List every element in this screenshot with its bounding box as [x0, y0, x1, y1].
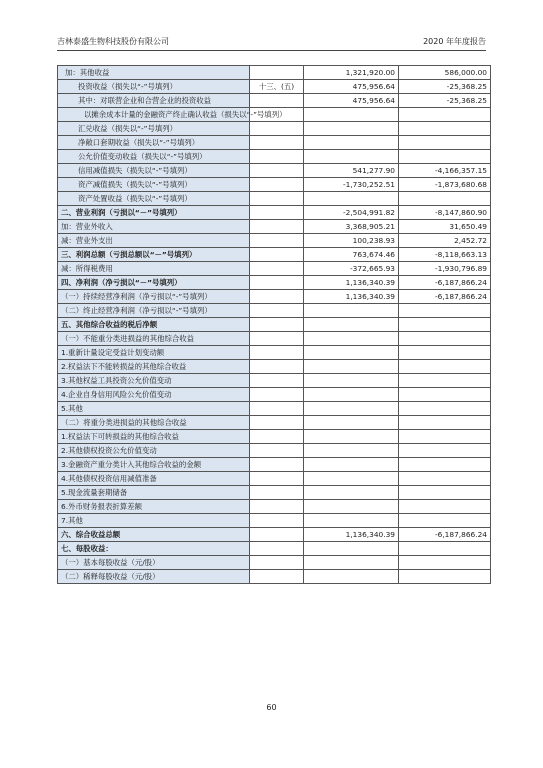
row-note [250, 290, 304, 304]
table-row [58, 388, 491, 402]
row-prior-amount [399, 486, 491, 500]
table-row [58, 402, 491, 416]
row-prior-amount [399, 122, 491, 136]
row-note [250, 416, 304, 430]
table-row [58, 542, 491, 556]
row-current-amount [304, 444, 399, 458]
row-current-amount [304, 318, 399, 332]
row-label: 信用减值损失（损失以“-”号填列） [58, 164, 250, 178]
table-row [58, 374, 491, 388]
row-label: 以摊余成本计量的金融资产终止确认收益（损失以“-”号填列） [58, 108, 250, 122]
row-prior-amount [399, 430, 491, 444]
table-row [58, 94, 491, 108]
row-label: 减：营业外支出 [58, 234, 250, 248]
row-current-amount: 1,136,340.39 [304, 276, 399, 290]
table-row [58, 472, 491, 486]
row-label: 加：其他收益 [58, 66, 250, 80]
row-note [250, 66, 304, 80]
table-row [58, 486, 491, 500]
row-current-amount: 1,321,920.00 [304, 66, 399, 80]
row-current-amount [304, 458, 399, 472]
row-note: 十三、(五) [250, 80, 304, 94]
row-prior-amount [399, 402, 491, 416]
row-note [250, 402, 304, 416]
row-note [250, 444, 304, 458]
row-prior-amount [399, 374, 491, 388]
row-note [250, 556, 304, 570]
row-current-amount [304, 542, 399, 556]
row-current-amount: -2,504,991.82 [304, 206, 399, 220]
table-row [58, 234, 491, 248]
row-prior-amount: -6,187,866.24 [399, 528, 491, 542]
row-prior-amount [399, 500, 491, 514]
row-note [250, 262, 304, 276]
row-label: 3.其他权益工具投资公允价值变动 [58, 374, 250, 388]
row-current-amount [304, 500, 399, 514]
table-row [58, 206, 491, 220]
row-note [250, 458, 304, 472]
row-current-amount [304, 192, 399, 206]
table-row [58, 276, 491, 290]
row-label: 二、营业利润（亏损以“－”号填列） [58, 206, 250, 220]
row-prior-amount [399, 150, 491, 164]
row-current-amount: 541,277.90 [304, 164, 399, 178]
table-row [58, 514, 491, 528]
table-row [58, 220, 491, 234]
row-current-amount: 763,674.46 [304, 248, 399, 262]
row-current-amount: -1,730,252.51 [304, 178, 399, 192]
row-note [250, 164, 304, 178]
row-label: 六、综合收益总额 [58, 528, 250, 542]
row-label: （一）持续经营净利润（净亏损以“-”号填列） [58, 290, 250, 304]
row-label: （一）不能重分类进损益的其他综合收益 [58, 332, 250, 346]
row-prior-amount [399, 444, 491, 458]
row-label: 2.权益法下不能转损益的其他综合收益 [58, 360, 250, 374]
row-current-amount [304, 108, 399, 122]
table-row [58, 248, 491, 262]
company-name: 吉林泰盛生物科技股份有限公司 [57, 37, 169, 46]
row-prior-amount: -4,166,357.15 [399, 164, 491, 178]
row-current-amount [304, 346, 399, 360]
row-prior-amount: -25,368.25 [399, 80, 491, 94]
row-label: （一）基本每股收益（元/股） [58, 556, 250, 570]
row-label: 5.其他 [58, 402, 250, 416]
row-label: 四、净利润（净亏损以“－”号填列） [58, 276, 250, 290]
row-prior-amount: -25,368.25 [399, 94, 491, 108]
table-row [58, 556, 491, 570]
row-label: 七、每股收益： [58, 542, 250, 556]
row-note [250, 276, 304, 290]
row-note [250, 94, 304, 108]
row-note [250, 178, 304, 192]
row-note [250, 332, 304, 346]
table-row [58, 262, 491, 276]
table-row [58, 318, 491, 332]
row-current-amount [304, 514, 399, 528]
row-current-amount [304, 486, 399, 500]
page-number: 60 [266, 703, 277, 712]
row-note [250, 528, 304, 542]
row-label: 加：营业外收入 [58, 220, 250, 234]
row-label: 减：所得税费用 [58, 262, 250, 276]
row-label: 4.其他债权投资信用减值准备 [58, 472, 250, 486]
table-row [58, 500, 491, 514]
row-prior-amount [399, 304, 491, 318]
row-note [250, 570, 304, 584]
row-current-amount [304, 402, 399, 416]
row-current-amount [304, 472, 399, 486]
row-current-amount [304, 556, 399, 570]
row-prior-amount [399, 388, 491, 402]
page-header [57, 36, 486, 51]
row-label: 三、利润总额（亏损总额以“－”号填列） [58, 248, 250, 262]
row-note [250, 360, 304, 374]
table-row [58, 416, 491, 430]
row-current-amount: 3,368,905.21 [304, 220, 399, 234]
income-statement-table [57, 65, 491, 584]
row-current-amount: 475,956.64 [304, 80, 399, 94]
row-label: 其中：对联营企业和合营企业的投资收益 [58, 94, 250, 108]
row-note [250, 248, 304, 262]
row-prior-amount: -1,930,796.89 [399, 262, 491, 276]
row-current-amount [304, 416, 399, 430]
table-row [58, 150, 491, 164]
row-current-amount [304, 136, 399, 150]
row-label: （二）稀释每股收益（元/股） [58, 570, 250, 584]
row-prior-amount [399, 570, 491, 584]
report-title: 2020 年年度报告 [423, 37, 486, 46]
table-row [58, 192, 491, 206]
row-label: 投资收益（损失以“-”号填列） [58, 80, 250, 94]
row-note [250, 346, 304, 360]
row-note [250, 192, 304, 206]
row-current-amount: 1,136,340.39 [304, 290, 399, 304]
row-prior-amount [399, 318, 491, 332]
row-label: （二）将重分类进损益的其他综合收益 [58, 416, 250, 430]
row-note [250, 318, 304, 332]
row-prior-amount: -1,873,680.68 [399, 178, 491, 192]
row-prior-amount [399, 458, 491, 472]
table-row [58, 66, 491, 80]
row-prior-amount: 31,650.49 [399, 220, 491, 234]
row-prior-amount [399, 416, 491, 430]
row-current-amount [304, 150, 399, 164]
row-note [250, 430, 304, 444]
row-current-amount [304, 570, 399, 584]
row-label: 净敞口套期收益（损失以“-”号填列） [58, 136, 250, 150]
table-row [58, 332, 491, 346]
row-note [250, 486, 304, 500]
row-current-amount [304, 304, 399, 318]
table-row [58, 570, 491, 584]
row-label: 7.其他 [58, 514, 250, 528]
row-prior-amount: -6,187,866.24 [399, 276, 491, 290]
row-label: 汇兑收益（损失以“-”号填列） [58, 122, 250, 136]
row-label: 1.权益法下可转损益的其他综合收益 [58, 430, 250, 444]
table-row [58, 122, 491, 136]
row-prior-amount: -6,187,866.24 [399, 290, 491, 304]
table-row [58, 528, 491, 542]
row-current-amount [304, 122, 399, 136]
row-note [250, 206, 304, 220]
row-current-amount: 1,136,340.39 [304, 528, 399, 542]
row-note [250, 514, 304, 528]
row-note [250, 304, 304, 318]
row-prior-amount [399, 472, 491, 486]
row-prior-amount: 586,000.00 [399, 66, 491, 80]
table-row [58, 458, 491, 472]
row-label: （二）终止经营净利润（净亏损以“-”号填列） [58, 304, 250, 318]
row-note [250, 542, 304, 556]
row-label: 4.企业自身信用风险公允价值变动 [58, 388, 250, 402]
row-note [250, 136, 304, 150]
row-label: 3.金融资产重分类计入其他综合收益的金额 [58, 458, 250, 472]
row-label: 资产减值损失（损失以“-”号填列） [58, 178, 250, 192]
row-prior-amount [399, 542, 491, 556]
row-note [250, 388, 304, 402]
table-row [58, 136, 491, 150]
row-note [250, 150, 304, 164]
row-current-amount: -372,665.93 [304, 262, 399, 276]
row-current-amount [304, 430, 399, 444]
row-label: 6.外币财务报表折算差额 [58, 500, 250, 514]
row-current-amount: 475,956.64 [304, 94, 399, 108]
row-label: 1.重新计量设定受益计划变动额 [58, 346, 250, 360]
row-prior-amount [399, 556, 491, 570]
row-note [250, 234, 304, 248]
table-row [58, 108, 491, 122]
row-note [250, 220, 304, 234]
row-note [250, 374, 304, 388]
row-prior-amount: -8,147,860.90 [399, 206, 491, 220]
row-prior-amount [399, 192, 491, 206]
row-label: 公允价值变动收益（损失以“-”号填列） [58, 150, 250, 164]
table-row [58, 164, 491, 178]
row-prior-amount: -8,118,663.13 [399, 248, 491, 262]
row-prior-amount: 2,452.72 [399, 234, 491, 248]
row-prior-amount [399, 346, 491, 360]
table-row [58, 444, 491, 458]
row-label: 5.现金流量套期储备 [58, 486, 250, 500]
row-prior-amount [399, 136, 491, 150]
row-note [250, 122, 304, 136]
table-row [58, 80, 491, 94]
table-row [58, 178, 491, 192]
table-row [58, 290, 491, 304]
row-prior-amount [399, 332, 491, 346]
row-prior-amount [399, 360, 491, 374]
table-row [58, 304, 491, 318]
row-note [250, 472, 304, 486]
income-statement-body [58, 66, 491, 584]
row-current-amount [304, 388, 399, 402]
row-current-amount [304, 374, 399, 388]
row-note [250, 500, 304, 514]
table-row [58, 346, 491, 360]
row-label: 2.其他债权投资公允价值变动 [58, 444, 250, 458]
table-row [58, 430, 491, 444]
row-current-amount: 100,238.93 [304, 234, 399, 248]
row-current-amount [304, 332, 399, 346]
row-prior-amount [399, 108, 491, 122]
row-label: 五、其他综合收益的税后净额 [58, 318, 250, 332]
row-prior-amount [399, 514, 491, 528]
row-current-amount [304, 360, 399, 374]
row-label: 资产处置收益（损失以“-”号填列） [58, 192, 250, 206]
table-row [58, 360, 491, 374]
